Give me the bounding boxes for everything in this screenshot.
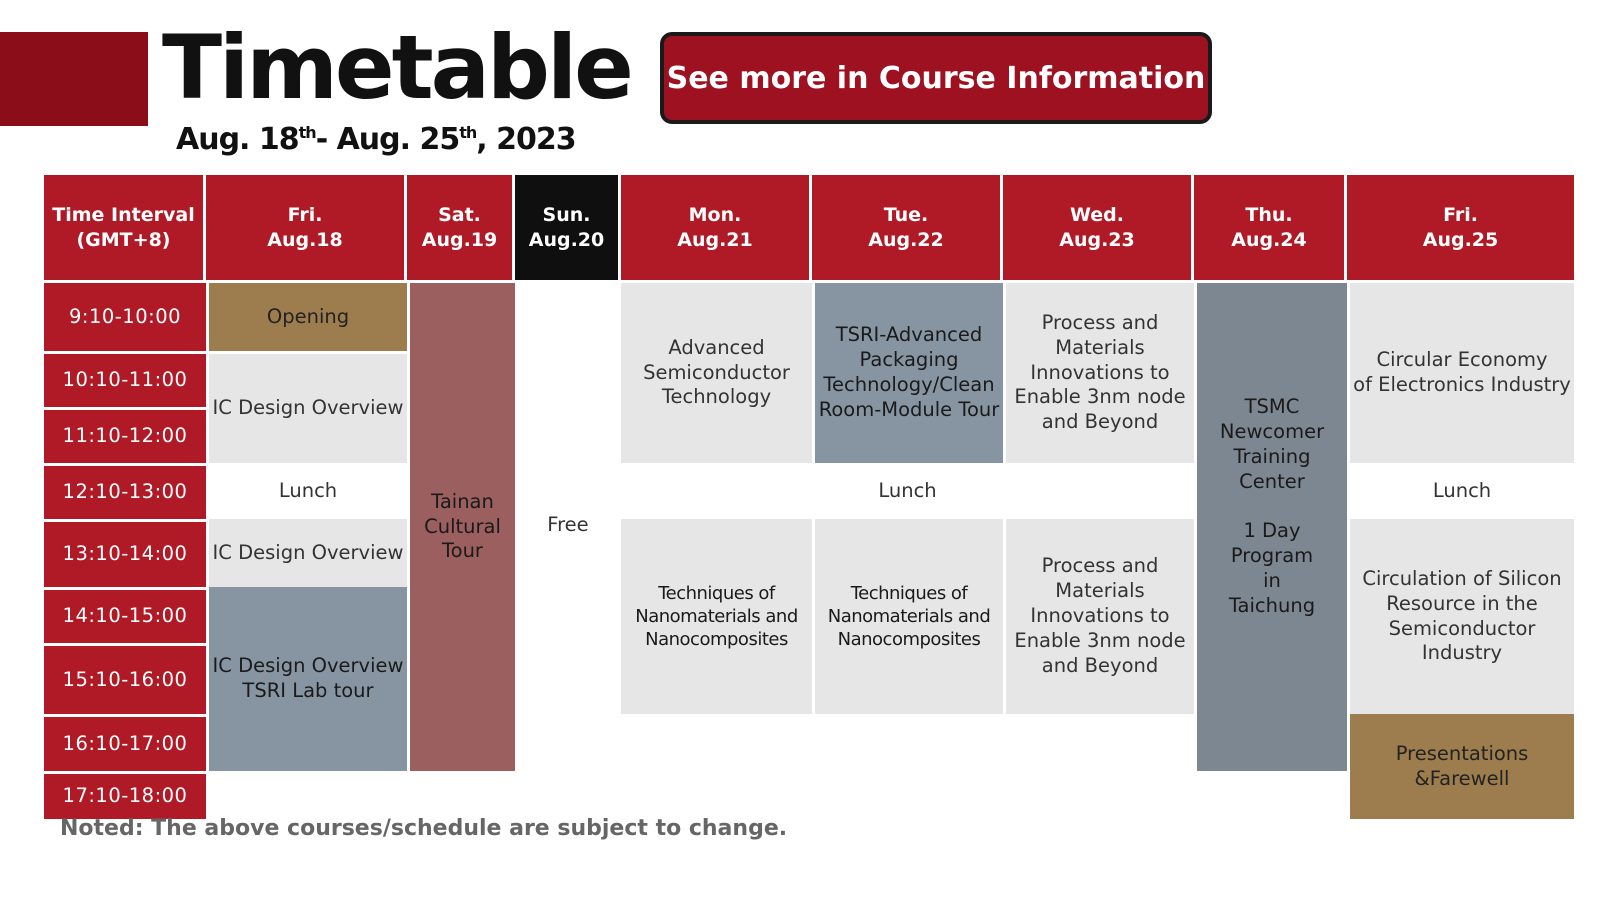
schedule-note: Noted: The above courses/schedule are subject to change. bbox=[60, 816, 788, 841]
time-slot: 15:10-16:00 bbox=[44, 643, 206, 714]
session-presentations-farewell: Presentations &Farewell bbox=[1347, 714, 1574, 819]
header-time-interval: Time Interval (GMT+8) bbox=[44, 175, 206, 280]
session-nanomaterials-tue: Techniques of Nanomaterials and Nanocomposites bbox=[812, 519, 1003, 714]
time-slot: 11:10-12:00 bbox=[44, 407, 206, 463]
date-end-suffix: th bbox=[459, 123, 477, 142]
session-lunch: Lunch bbox=[1347, 463, 1574, 519]
session-lunch: Lunch bbox=[621, 463, 1194, 519]
session-free-day: Free bbox=[515, 280, 621, 771]
session-ic-design-overview: IC Design Overview bbox=[206, 519, 407, 587]
session-process-materials-am: Process and Materials Innovations to Enable 3nm node and Beyond bbox=[1003, 280, 1194, 463]
course-information-button[interactable]: See more in Course Information bbox=[660, 32, 1212, 124]
date-start: Aug. 18 bbox=[176, 122, 299, 157]
session-advanced-semiconductor: Advanced Semiconductor Technology bbox=[621, 280, 812, 463]
session-ic-design-lab-tour: IC Design Overview TSRI Lab tour bbox=[206, 587, 407, 771]
header-sun-aug20: Sun. Aug.20 bbox=[515, 175, 621, 280]
header-tue-aug22: Tue. Aug.22 bbox=[812, 175, 1003, 280]
session-process-materials-pm: Process and Materials Innovations to Enable 3nm node and Beyond bbox=[1003, 519, 1194, 714]
time-slot: 16:10-17:00 bbox=[44, 714, 206, 771]
session-circulation-silicon: Circulation of Silicon Resource in the Semiconductor Industry bbox=[1347, 519, 1574, 714]
time-slot: 10:10-11:00 bbox=[44, 351, 206, 407]
header-fri-aug25: Fri. Aug.25 bbox=[1347, 175, 1574, 280]
session-ic-design-overview: IC Design Overview bbox=[206, 351, 407, 463]
time-slot: 9:10-10:00 bbox=[44, 280, 206, 351]
date-range bbox=[176, 122, 576, 157]
time-slot: 17:10-18:00 bbox=[44, 771, 206, 819]
header-fri-aug18: Fri. Aug.18 bbox=[206, 175, 407, 280]
date-start-suffix: th bbox=[298, 123, 316, 142]
header-thu-aug24: Thu. Aug.24 bbox=[1194, 175, 1347, 280]
session-lunch: Lunch bbox=[206, 463, 407, 519]
date-end: - Aug. 25 bbox=[315, 122, 460, 157]
header-sat-aug19: Sat. Aug.19 bbox=[407, 175, 515, 280]
page-title: Timetable bbox=[162, 16, 631, 119]
session-tsri-advanced-packaging: TSRI-Advanced Packaging Technology/Clean Room-Module Tour bbox=[812, 280, 1003, 463]
session-nanomaterials-mon: Techniques of Nanomaterials and Nanocomposites bbox=[621, 519, 812, 714]
session-tsmc-training: TSMC Newcomer Training Center 1 Day Program in Taichung bbox=[1194, 280, 1347, 771]
session-opening: Opening bbox=[206, 280, 407, 351]
title-accent-block bbox=[0, 32, 148, 126]
date-year: , 2023 bbox=[476, 122, 576, 157]
session-circular-economy: Circular Economy of Electronics Industry bbox=[1347, 280, 1574, 463]
session-tainan-cultural-tour: Tainan Cultural Tour bbox=[407, 280, 515, 771]
time-slot: 14:10-15:00 bbox=[44, 587, 206, 643]
header-mon-aug21: Mon. Aug.21 bbox=[621, 175, 812, 280]
header-wed-aug23: Wed. Aug.23 bbox=[1003, 175, 1194, 280]
timetable-grid bbox=[44, 175, 1574, 819]
time-slot: 13:10-14:00 bbox=[44, 519, 206, 587]
time-slot: 12:10-13:00 bbox=[44, 463, 206, 519]
